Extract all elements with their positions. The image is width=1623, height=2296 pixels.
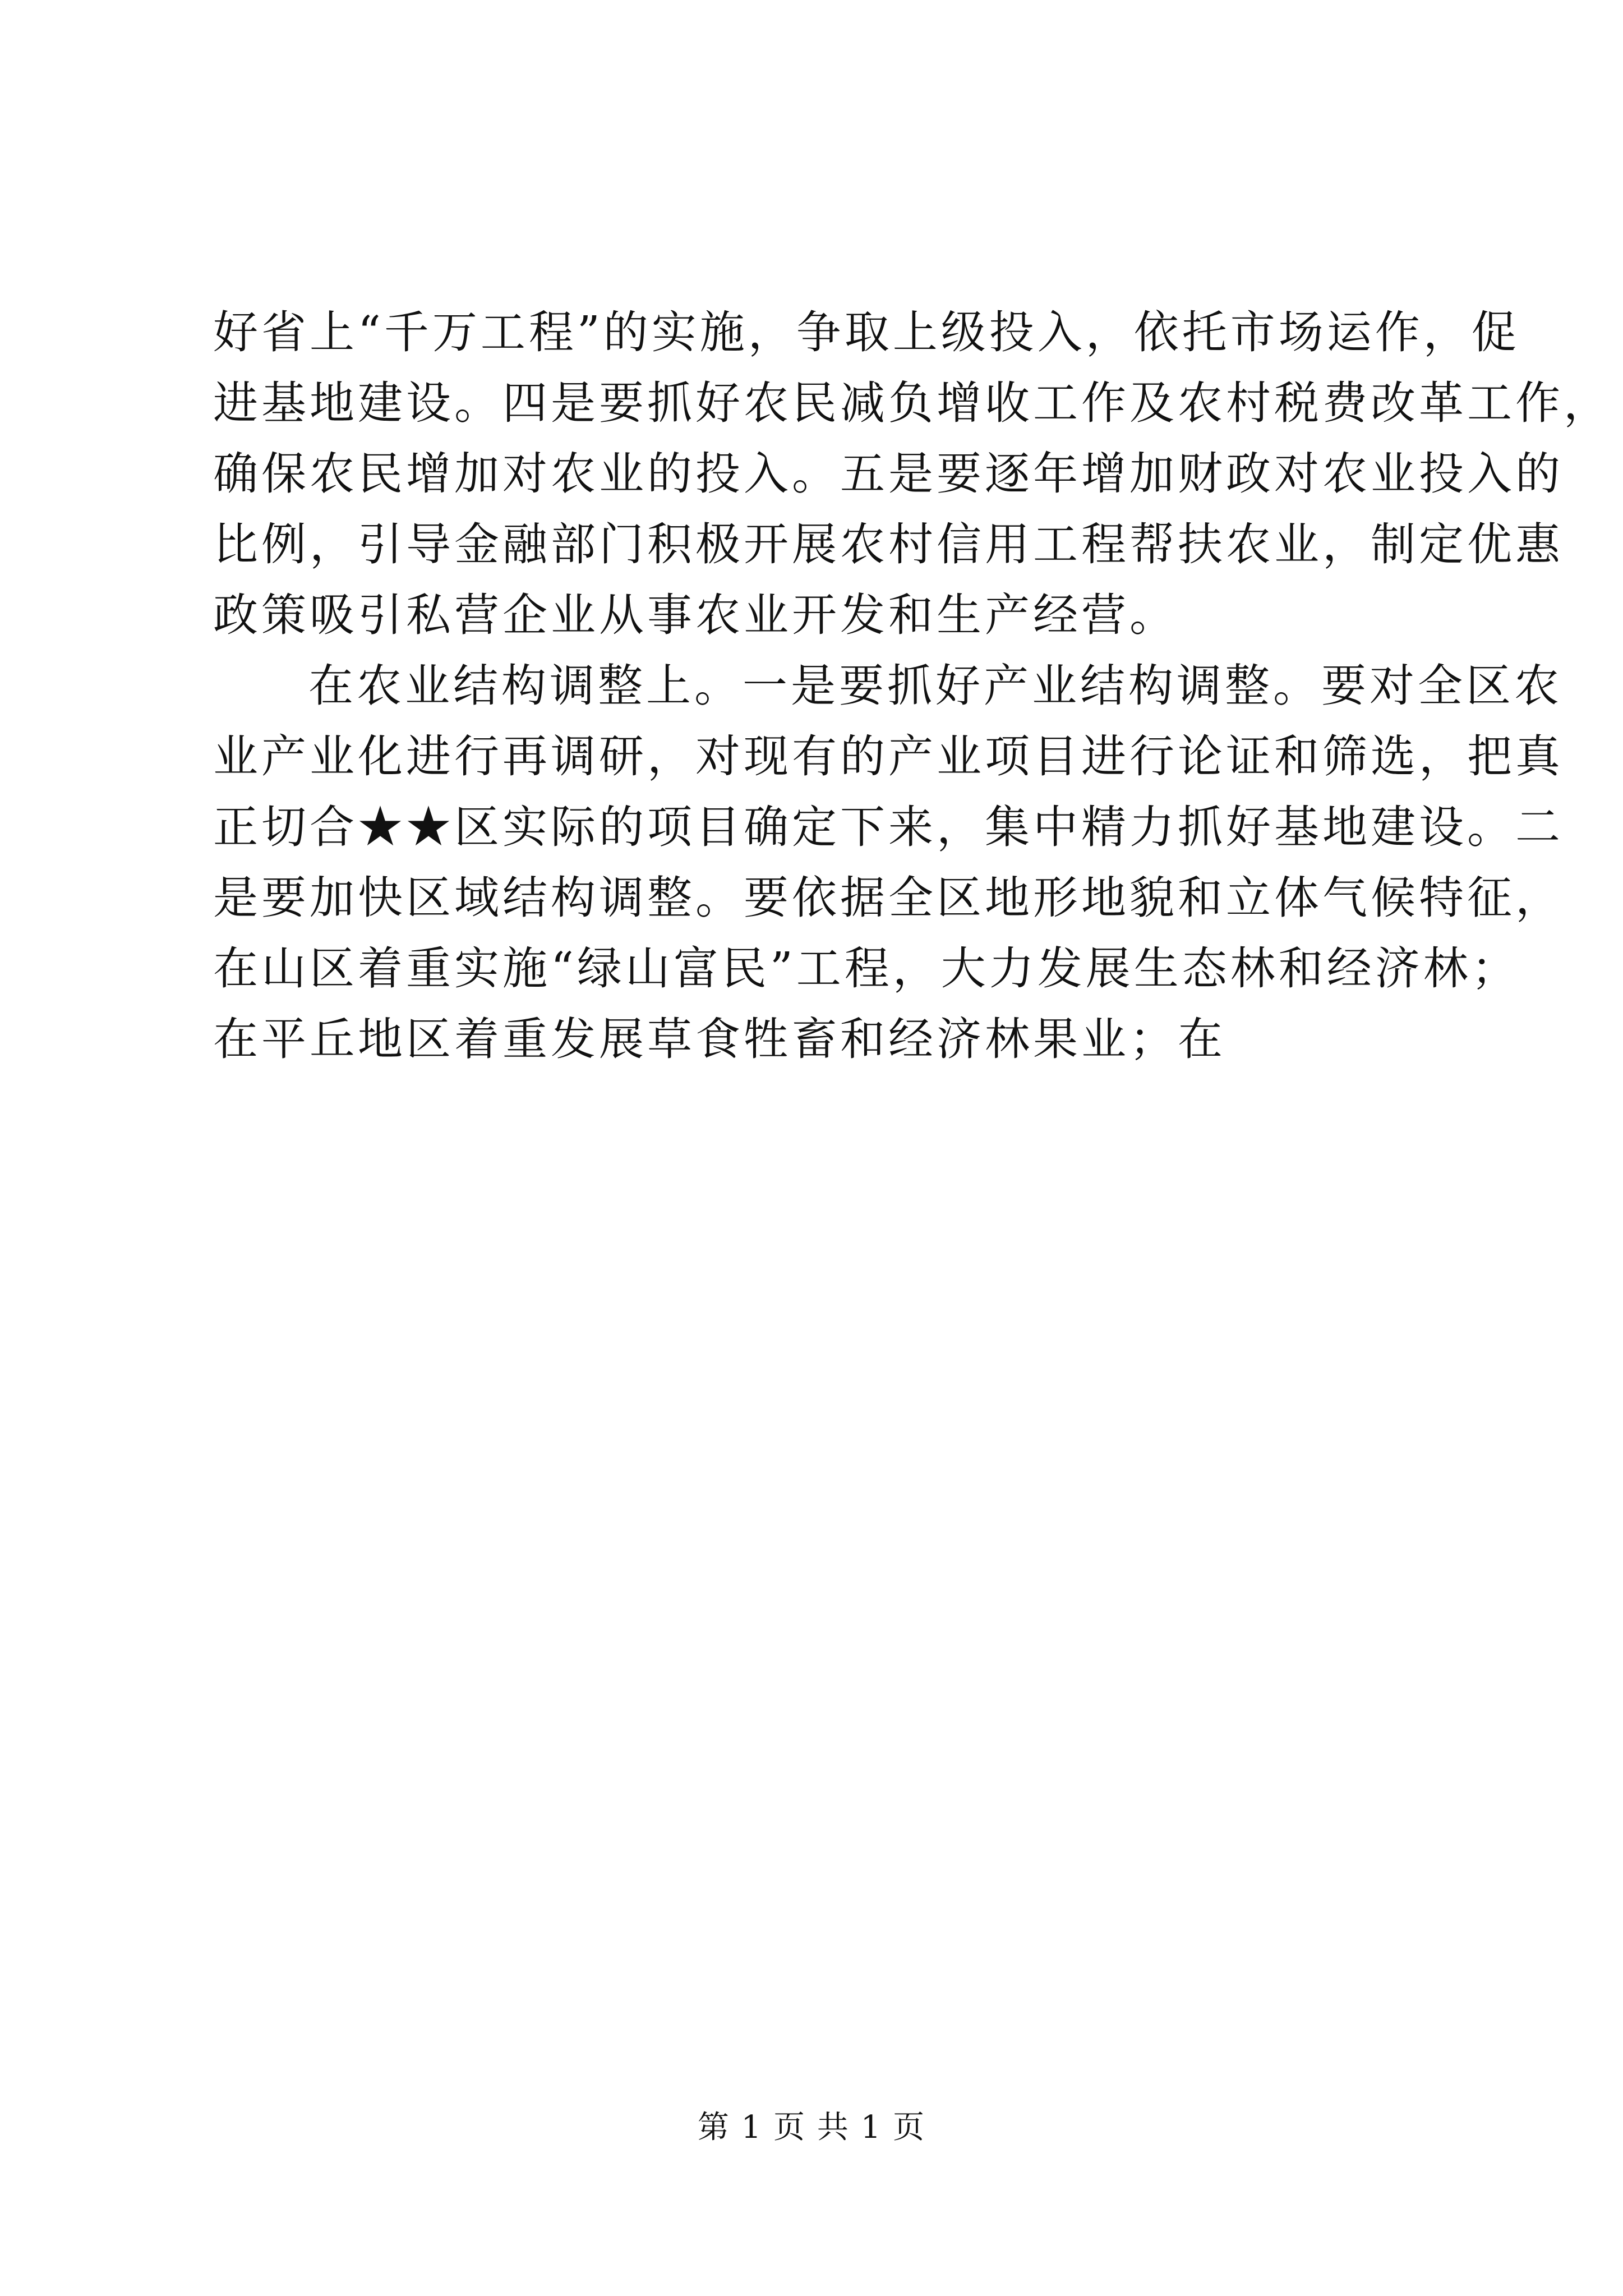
paragraph-first-line: 在农业结构调整上。一是要抓好产业结构调整。要对全区农 (308, 660, 1562, 712)
text-line: 在山区着重实施“绿山富民”工程，大力发展生态林和经济林； (213, 942, 1520, 995)
text-line: 好省上“千万工程”的实施，争取上级投入，依托市场运作，促 (213, 306, 1520, 358)
text-line: 比例，引导金融部门积极开展农村信用工程帮扶农业，制定优惠 (213, 518, 1564, 570)
text-line: 进基地建设。四是要抓好农民减负增收工作及农村税费改革工作， (213, 377, 1612, 429)
text-line: 政策吸引私营企业从事农业开发和生产经营。 (213, 589, 1178, 641)
text-line: 业产业化进行再调研，对现有的产业项目进行论证和筛选，把真 (213, 730, 1564, 783)
page-number-footer: 第 1 页 共 1 页 (697, 2109, 926, 2146)
text-line: 是要加快区域结构调整。要依据全区地形地貌和立体气候特征， (213, 872, 1564, 924)
text-line: 在平丘地区着重发展草食牲畜和经济林果业；在 (213, 1013, 1226, 1065)
text-line: 确保农民增加对农业的投入。五是要逐年增加财政对农业投入的 (213, 448, 1564, 500)
text-line: 正切合★★区实际的项目确定下来，集中精力抓好基地建设。二 (213, 801, 1564, 853)
body-text (213, 297, 1612, 1075)
